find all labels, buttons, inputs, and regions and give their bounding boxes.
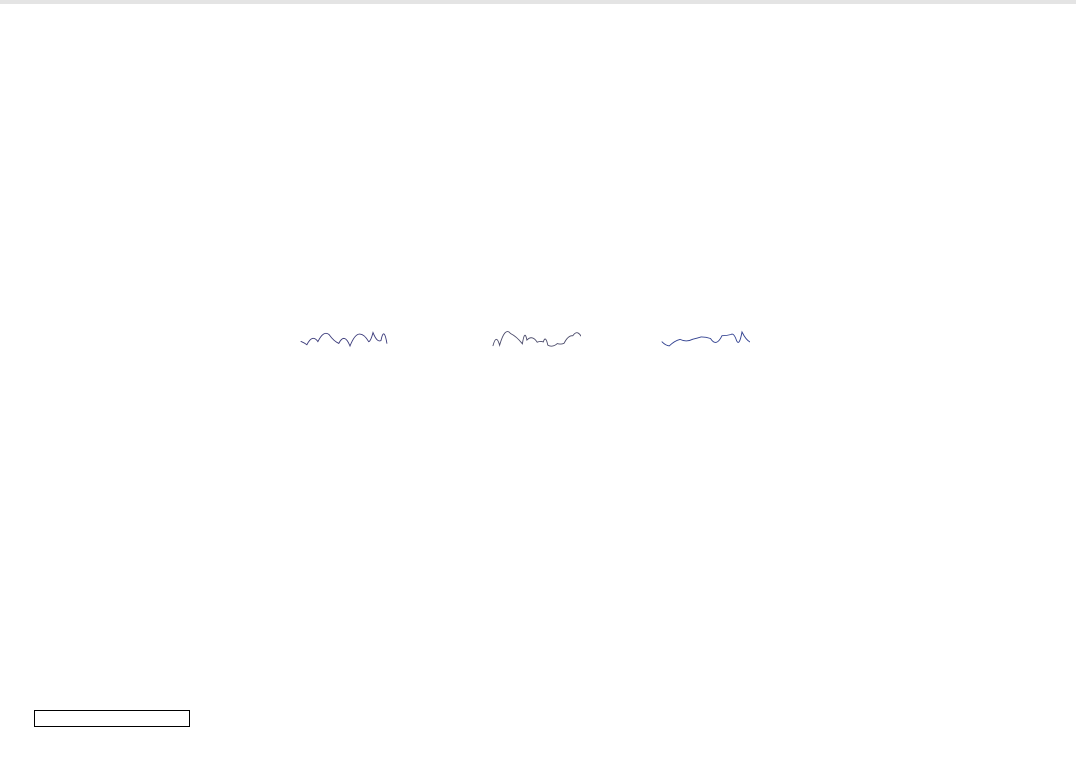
signature-block xyxy=(421,318,651,354)
letter-body xyxy=(18,184,1058,193)
handwritten-signature-icon xyxy=(421,318,651,354)
signature-block xyxy=(630,318,780,354)
top-border xyxy=(0,0,1076,4)
signature-block xyxy=(279,318,409,354)
handwritten-signature-icon xyxy=(279,318,409,354)
signature-order-note xyxy=(34,710,190,727)
rabbi-heading xyxy=(0,130,1076,158)
handwritten-signature-icon xyxy=(630,318,780,354)
